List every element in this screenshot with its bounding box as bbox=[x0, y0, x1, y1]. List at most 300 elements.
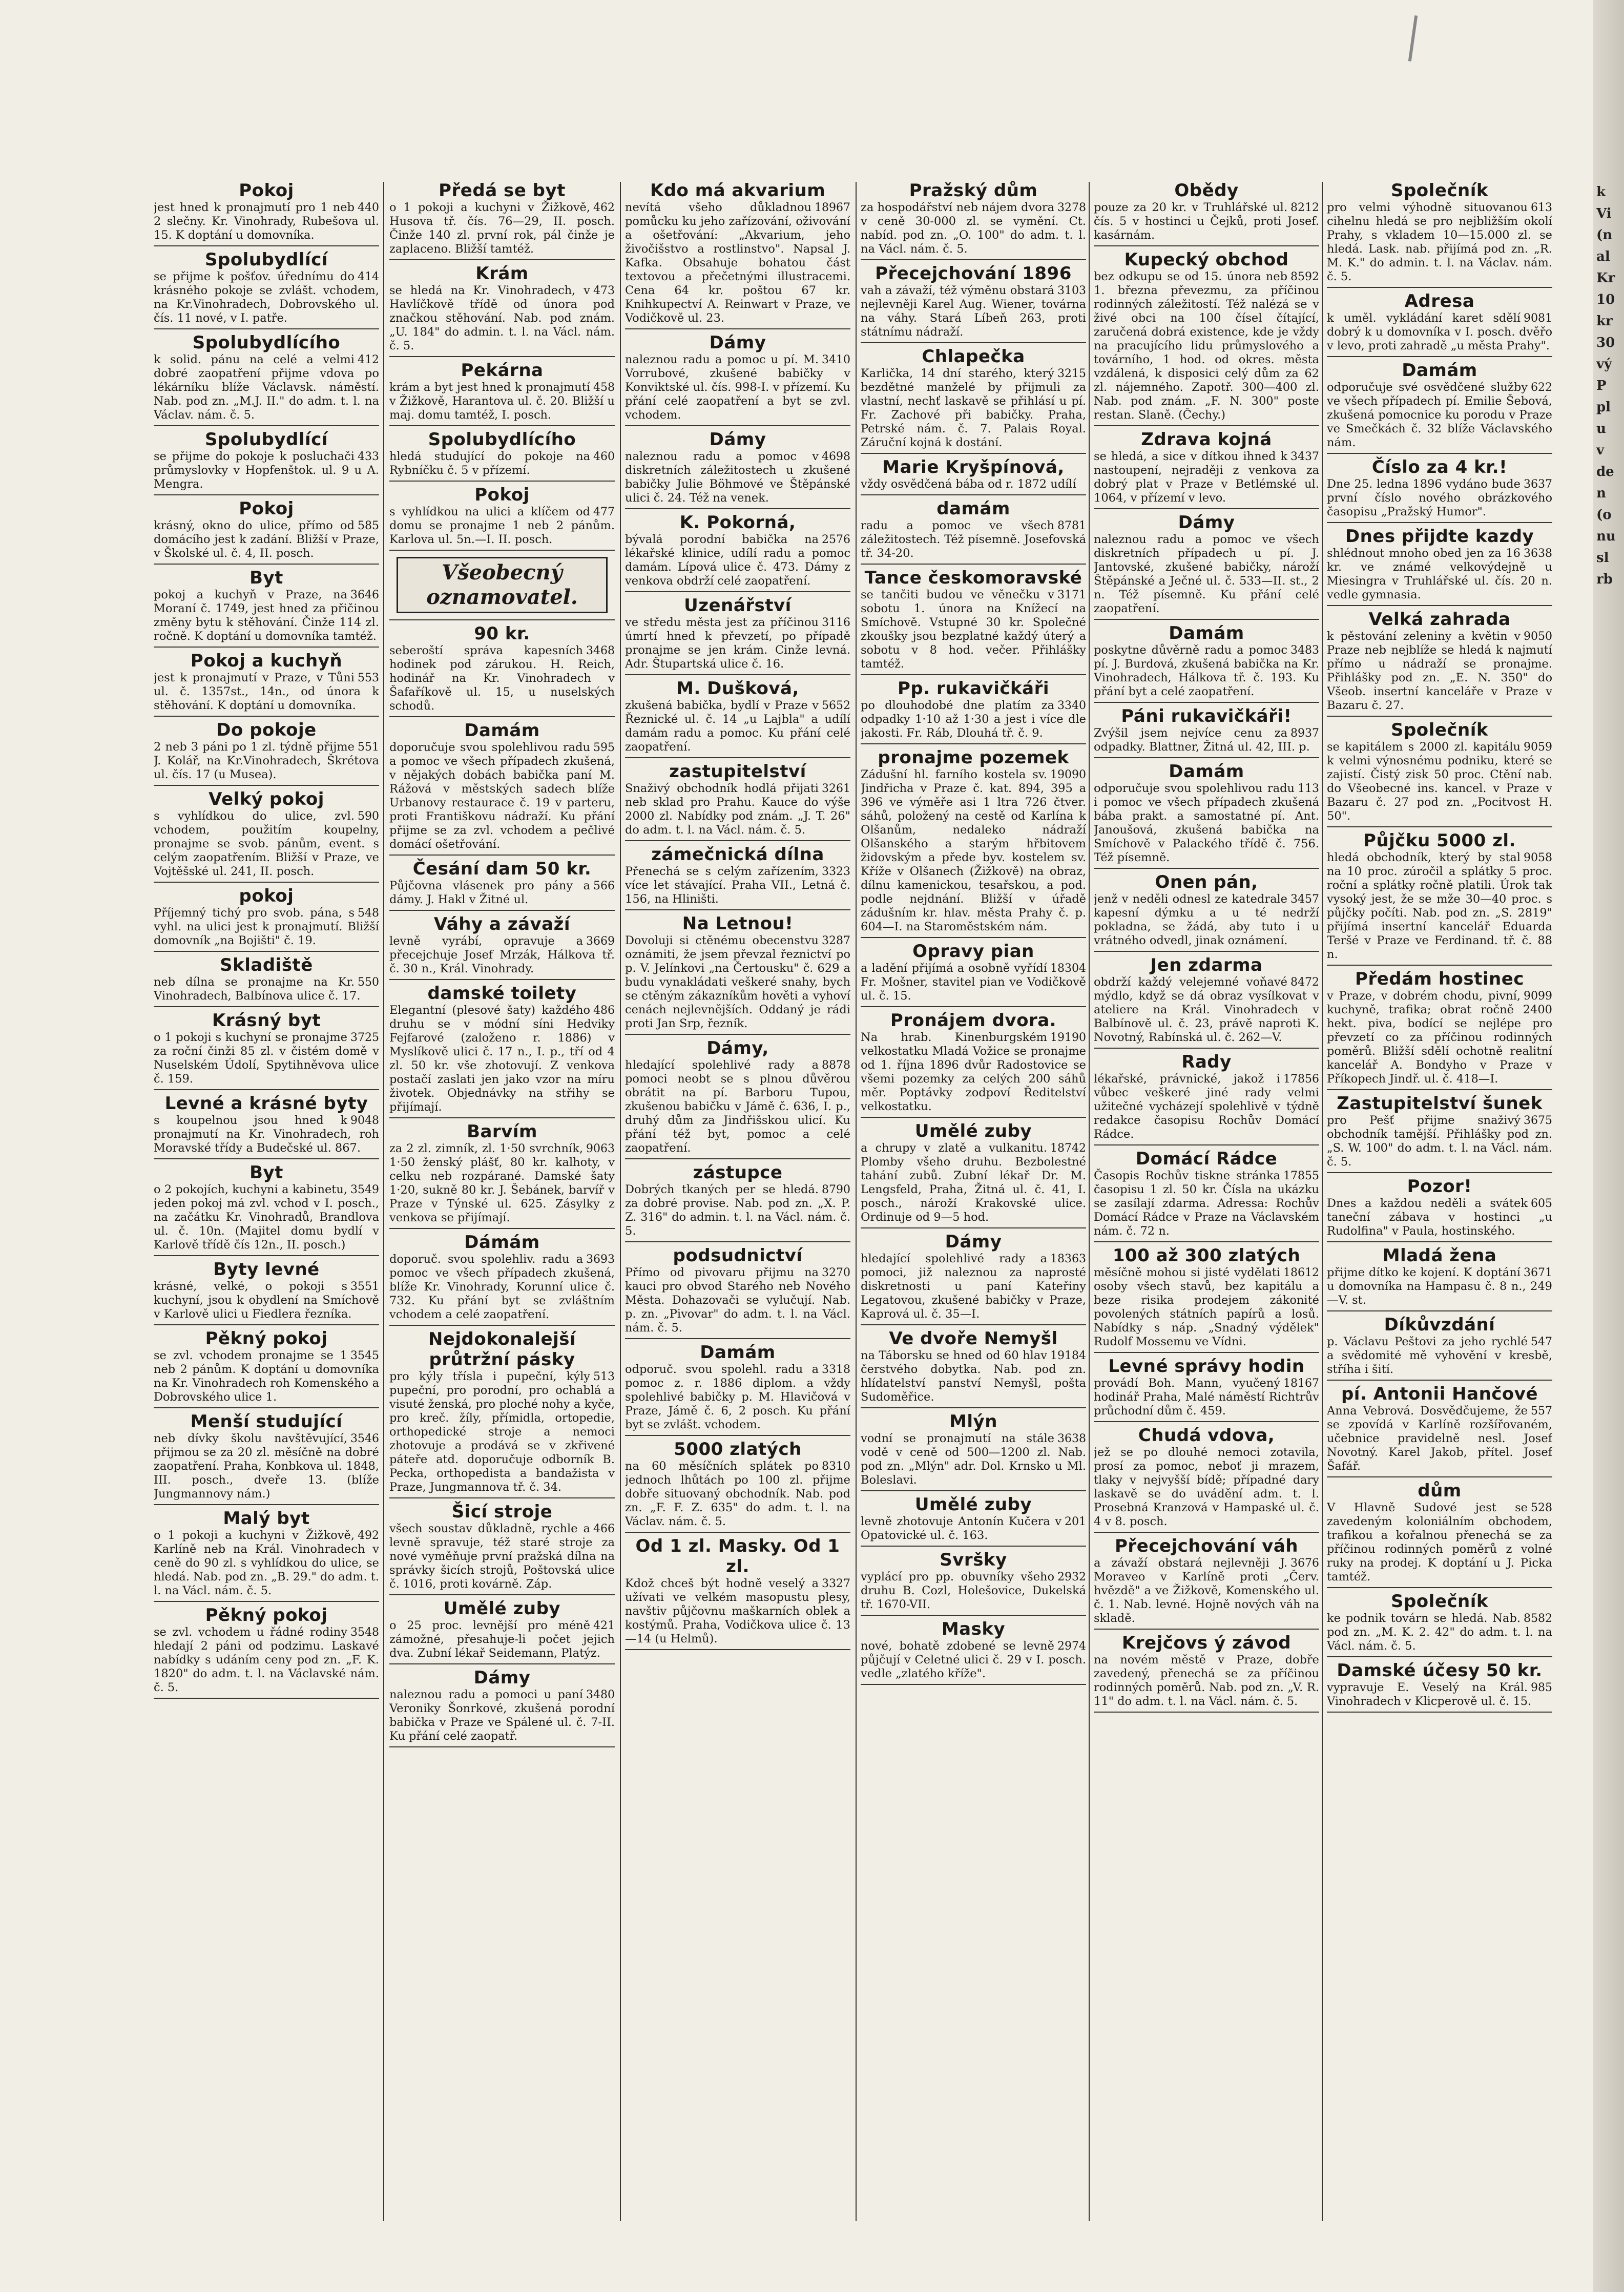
ad-body-text: hledá obchodník, který by stal na 10 proc. zúročil a splátky 5 proc. roční a splátky ročně platili. Úrok tak vysoký jest, že se mže 30—40 proc. s půjčky počíti. Nab. pod zn. „S. 2819" přijímá insertní kancelář Eduarda Teršé v Praze ve Ferdinand. tř. č. 88 n. bbox=[1327, 851, 1552, 961]
ad-body-text: měsíčně mohou si jisté vydělati osoby všech stavů, bez kapitálu a beze risika prodejem zákonité povolených státních papírů a losů. Nabídky s náp. „Snadný výdělek" Rudolf Mossemu ve Vídni. bbox=[1094, 1266, 1319, 1348]
classified-ad bbox=[1327, 608, 1552, 717]
ad-text bbox=[389, 934, 615, 976]
classified-ad bbox=[861, 1009, 1086, 1118]
classified-ad bbox=[861, 262, 1086, 343]
ad-body-text: odporučuje svou spolehlivou radu i pomoc ve všech případech zkušená bába prakt. a samostatné pí. Ant. Janoušová, zkušená babička na Smíchově v Palackého třídě č. 756. Též písemně. bbox=[1094, 782, 1319, 864]
ad-text bbox=[154, 353, 379, 422]
ad-text bbox=[154, 1031, 379, 1086]
ad-reference-number: 3287 bbox=[822, 934, 850, 947]
ad-headline: Půjčku 5000 zl. bbox=[1363, 830, 1516, 851]
ad-text bbox=[154, 1349, 379, 1404]
ad-text bbox=[1094, 533, 1319, 616]
ad-headline: Krám bbox=[475, 263, 529, 284]
classified-ad bbox=[1327, 968, 1552, 1090]
ad-headline: Byt bbox=[249, 568, 283, 588]
ad-headline: Přecejchování váh bbox=[1115, 1536, 1298, 1556]
adjacent-page-fragment: 30 bbox=[1596, 335, 1615, 350]
classified-ad bbox=[625, 677, 850, 758]
ad-text bbox=[1094, 1653, 1319, 1708]
ad-headline: Pokoj bbox=[239, 180, 294, 201]
ad-body-text: naleznou radu a pomoc u pí. M. Vorrubové, zkušené babičky v Konviktské ul. čís. 998-I. v přízemí. Ku přání celé zaopatření a byt se zvl. vchodem. bbox=[625, 353, 850, 422]
ad-body-text: 2 neb 3 páni po 1 zl. týdně přijme J. Kolář, na Kr.Vinohradech, Škrétova ul. čís. 17 (u Musea). bbox=[154, 740, 379, 781]
ad-text bbox=[861, 1031, 1086, 1114]
classified-ad bbox=[861, 1618, 1086, 1685]
ad-text bbox=[1327, 1612, 1552, 1653]
ad-body-text: shlédnout mnoho obed jen za 16 kr. ve známé velkovýdejně u Miesingra v Truhlářské ul. čís. 20 n. vedle gymnasia. bbox=[1327, 547, 1552, 601]
ad-headline: 90 kr. bbox=[474, 623, 530, 644]
classified-ad bbox=[1327, 525, 1552, 606]
ad-body-text: a chrupy v zlatě a vulkanitu. Plomby všeho druhu. Bezbolestné tahání zubů. Zubní lékař Dr. M. Lengsfeld, Praha, Žitná ul. č. 41, I. posch., nároží Krakovské ulice. Ordinuje od 9—5 hod. bbox=[861, 1141, 1086, 1224]
ad-body-text: seberoští správa kapesních hodinek pod zárukou. H. Reich, hodinář na Kr. Vinohradech v Šafaříkově ul. 15, u nuselských schodů. bbox=[389, 644, 615, 713]
ad-body-text: radu a pomoc ve všech záležitostech. Též písemně. Josefovská tř. 34-20. bbox=[861, 519, 1086, 560]
column-rule bbox=[620, 182, 621, 2221]
ad-headline: Díkůvzdání bbox=[1384, 1315, 1495, 1335]
classified-ad bbox=[1094, 1424, 1319, 1533]
ad-headline: damám bbox=[936, 498, 1010, 519]
classified-ad bbox=[861, 1493, 1086, 1547]
ad-headline: Nejdokonalejší průtržní pásky bbox=[428, 1329, 576, 1370]
ad-text bbox=[389, 284, 615, 353]
classified-ad bbox=[1094, 871, 1319, 952]
ad-reference-number: 19184 bbox=[1050, 1349, 1086, 1362]
ad-reference-number: 433 bbox=[358, 450, 379, 463]
ad-headline: Dámy, bbox=[706, 1038, 769, 1058]
ad-body-text: pro Pešť přijme snaživý obchodník tamější. Přihlášky pod zn. „S. W. 100" do adm. t. l. na Václ. nám. č. 5. bbox=[1327, 1114, 1552, 1169]
ad-body-text: v Praze, v dobrém chodu, pivní, kuchyně, trafika; obrat ročně 2400 hekt. piva, bodící se nejlépe pro převzetí co za příčinou rodinných poměrů. Bližší sdělí ochotně realitní kancelář A. Bondyho v Praze v Příkopech Jindř. ul. č. 418—I. bbox=[1327, 989, 1552, 1086]
ad-reference-number: 550 bbox=[358, 976, 379, 989]
ad-reference-number: 19090 bbox=[1050, 768, 1086, 781]
ad-reference-number: 3468 bbox=[586, 644, 615, 657]
classified-column bbox=[1094, 179, 1319, 2223]
ad-body-text: s vyhlídkou do ulice, zvl. vchodem, použitím koupelny, pronajme se svob. pánům, event. s celým zaopatřením. Bližší v Praze, ve Vojtěšské ul. 241, II. posch. bbox=[154, 809, 379, 878]
ad-body-text: nevítá všeho důkladnou pomůcku ku jeho zařízování, oživování a ošetřování: „Akvarium, jeho živočišstvo a rostlinstvo". Napsal J. Kafka. Obsahuje bohatou část textovou a přečetnými illustracemi. Cena 64 kr. poštou 67 kr. Knihkupectví A. Reinwart v Praze, ve Vodičkově ul. 23. bbox=[625, 201, 850, 325]
ad-text bbox=[154, 1529, 379, 1598]
ad-headline: Dámy bbox=[473, 1668, 531, 1688]
ad-body-text: Půjčovna vlásenek pro pány a dámy. J. Hakl v Žitné ul. bbox=[389, 879, 590, 906]
ad-headline: Levné a krásné byty bbox=[164, 1093, 368, 1114]
classified-column bbox=[625, 179, 850, 2223]
ad-text bbox=[625, 1363, 850, 1432]
ad-body-text: vždy osvědčená bába od r. 1872 udílí bbox=[861, 477, 1076, 491]
ad-body-text: doporučuje svou spolehlivou radu a pomoc ve všech případech zkušená, v nějakých dobách babička paní M. Rážová v městských sadech blíže Urbanovy restaurace č. 19 v parteru, proti Františkovu nádraží. Ku přání přijme se za zvl. vchodem a pečlivé domácí ošetřování. bbox=[389, 741, 615, 851]
ad-reference-number: 3116 bbox=[822, 616, 850, 629]
classified-ad bbox=[625, 1535, 850, 1650]
ad-headline: Levné správy hodin bbox=[1108, 1356, 1305, 1377]
ad-reference-number: 460 bbox=[593, 450, 615, 463]
classified-ad bbox=[625, 1341, 850, 1436]
ad-text bbox=[625, 533, 850, 588]
ad-headline: Páni rukavičkáři! bbox=[1121, 706, 1292, 726]
ad-headline: Šicí stroje bbox=[451, 1502, 553, 1522]
classified-ad bbox=[1327, 359, 1552, 454]
ad-headline: Damám bbox=[1169, 761, 1244, 782]
ad-body-text: jest k pronajmutí v Praze, v Tůni ul. č. 1357st., 14n., od února k stěhování. K doptání u domovníka. bbox=[154, 671, 379, 712]
ad-reference-number: 3437 bbox=[1290, 450, 1319, 463]
ad-text bbox=[861, 1515, 1086, 1543]
ad-body-text: pokoj a kuchyň v Praze, na Moraní č. 1749, jest hned za přičinou změny bytu k stěhování. Činže 114 zl. ročně. K doptání u domovníka tamtéž. bbox=[154, 588, 379, 643]
ad-reference-number: 462 bbox=[593, 201, 615, 214]
classified-ad bbox=[154, 1009, 379, 1090]
ad-reference-number: 8310 bbox=[822, 1460, 850, 1473]
classified-ad bbox=[1094, 1244, 1319, 1353]
ad-reference-number: 3261 bbox=[822, 782, 850, 795]
ad-body-text: na Táborsku se hned od 60 hlav čerstvého dobytka. Nab. pod zn. hlídatelství panství Nemyšl, pošta Sudoměřice. bbox=[861, 1349, 1086, 1404]
ad-reference-number: 9063 bbox=[586, 1142, 615, 1155]
ad-headline: Damám bbox=[464, 720, 540, 741]
ad-headline: Pekárna bbox=[461, 360, 544, 381]
ad-headline: pronajme pozemek bbox=[878, 747, 1069, 768]
adjacent-page-fragment: nu bbox=[1596, 529, 1616, 544]
ad-text bbox=[625, 1183, 850, 1238]
ad-body-text: o 1 pokoji a kuchyni v Žižkově, Karlíně neb na Král. Vinohradech v ceně do 90 zl. s vyhlídkou do ulice, se hledá. Nab. pod zn. „B. 29." do adm. t. l. na Václ. nám. č. 5. bbox=[154, 1529, 379, 1597]
classified-ad bbox=[625, 331, 850, 426]
ad-body-text: o 25 proc. levnější pro méně zámožné, přesahuje-li počet jejich dva. Zubní lékař Seidemann, Platýz. bbox=[389, 1619, 615, 1660]
ad-text bbox=[1327, 311, 1552, 353]
ad-text bbox=[861, 1252, 1086, 1321]
ad-headline: Dámy bbox=[709, 332, 766, 353]
ad-reference-number: 18304 bbox=[1050, 962, 1086, 975]
ad-reference-number: 605 bbox=[1531, 1197, 1552, 1210]
ad-headline: Předá se byt bbox=[439, 180, 566, 201]
classified-ad bbox=[625, 511, 850, 592]
ad-reference-number: 466 bbox=[593, 1523, 615, 1535]
classified-ad bbox=[154, 179, 379, 246]
ad-text bbox=[389, 201, 615, 256]
ad-headline: K. Pokorná, bbox=[679, 512, 796, 533]
ad-headline: Tance českomoravské bbox=[864, 568, 1082, 588]
ad-body-text: o 2 pokojích, kuchyni a kabinetu, jeden pokoj má zvl. vchod v I. posch., na začátku Kr. Vinohradů, Brandlova ul. č. 10n. (Majitel domu bydlí v Karlově třídě čís 12n., II. posch.) bbox=[154, 1183, 379, 1252]
ad-reference-number: 3549 bbox=[350, 1183, 379, 1196]
ad-reference-number: 9059 bbox=[1524, 741, 1552, 754]
classified-ad bbox=[154, 954, 379, 1007]
classified-ad bbox=[154, 567, 379, 648]
ad-body-text: levně zhotovuje Antonín Kučera v Opatovické ul. č. 163. bbox=[861, 1515, 1061, 1542]
classified-ad bbox=[389, 1666, 615, 1747]
ad-reference-number: 613 bbox=[1531, 201, 1552, 214]
ad-headline: Do pokoje bbox=[216, 720, 317, 740]
classified-ad bbox=[154, 719, 379, 786]
classified-ad bbox=[1327, 1244, 1552, 1311]
ad-reference-number: 3676 bbox=[1290, 1557, 1319, 1570]
ad-body-text: vyplácí pro pp. obuvníky všeho druhu B. Cozl, Holešovice, Dukelská tř. 1670-VII. bbox=[861, 1570, 1086, 1611]
ad-reference-number: 473 bbox=[593, 284, 615, 297]
classified-ad bbox=[861, 677, 1086, 744]
classified-ad bbox=[154, 1092, 379, 1159]
ad-text bbox=[389, 1370, 615, 1494]
ad-text bbox=[389, 1688, 615, 1743]
ad-body-text: vypravuje E. Veselý na Král. Vinohradech v Klicperově ul. č. 15. bbox=[1327, 1681, 1532, 1708]
ad-headline: Společník bbox=[1390, 1591, 1489, 1612]
classified-ad bbox=[1094, 1535, 1319, 1630]
classified-ad bbox=[389, 428, 615, 482]
adjacent-page-fragment: pl bbox=[1596, 400, 1611, 415]
ad-reference-number: 551 bbox=[358, 741, 379, 754]
ad-text bbox=[154, 201, 379, 242]
ad-reference-number: 421 bbox=[593, 1619, 615, 1632]
ad-body-text: pro velmi výhodně situovanou cihelnu hledá se pro nejbližším okolí Prahy, s vkladem 10—15.000 zl. se hledá. Lask. nab. přijímá pod zn. „R. M. K." do admin. t. l. na Václav. nám. č. 5. bbox=[1327, 201, 1552, 283]
ad-body-text: Kdož chceš být hodně veselý a užívati ve velkém masopustu plesy, navštiv půjčovnu maškarních oblek a kostýmů. Praha, Vodičkova ulice č. 13—14 (u Helmů). bbox=[625, 1577, 850, 1645]
ad-headline: Chlapečka bbox=[922, 346, 1025, 367]
column-rule bbox=[383, 182, 384, 2221]
ad-text bbox=[1327, 851, 1552, 962]
ad-body-text: na 60 měsíčních splátek po jednoch lhůtách po 100 zl. přijme dobře situovaný obchodník. Nab. pod zn. „F. F. Z. 635" do adm. t. l. na Václav. nám. č. 5. bbox=[625, 1460, 850, 1528]
ad-text bbox=[1094, 1377, 1319, 1418]
ad-headline: 100 až 300 zlatých bbox=[1112, 1245, 1301, 1266]
classified-ad bbox=[1094, 1051, 1319, 1145]
ad-text bbox=[625, 1460, 850, 1529]
adjacent-page-fragment: rb bbox=[1596, 572, 1613, 587]
ad-headline: Damám bbox=[700, 1342, 776, 1363]
ad-headline: Zdrava kojná bbox=[1141, 429, 1272, 450]
classified-ad bbox=[389, 858, 615, 911]
ad-reference-number: 3646 bbox=[350, 589, 379, 601]
ad-body-text: Zvýšil jsem nejvíce cenu za odpadky. Blattner, Žitná ul. 42, III. p. bbox=[1094, 726, 1310, 754]
ad-body-text: hledající spolehlivé rady a pomoci, již naleznou za naprosté diskretnosti u paní Kateřiny Legatovou, zkušené babičky v Praze, Kaprová ul. č. 35—I. bbox=[861, 1252, 1086, 1321]
ad-headline: Dnes přijdte kazdy bbox=[1345, 526, 1534, 547]
ad-reference-number: 486 bbox=[593, 1004, 615, 1017]
ad-headline: Menší studující bbox=[190, 1411, 343, 1432]
ad-text bbox=[861, 1570, 1086, 1612]
classified-ad bbox=[154, 1327, 379, 1408]
ad-text bbox=[154, 588, 379, 643]
ad-text bbox=[389, 1522, 615, 1591]
ad-text bbox=[861, 1349, 1086, 1404]
ad-reference-number: 5652 bbox=[822, 699, 850, 712]
ad-reference-number: 8790 bbox=[822, 1183, 850, 1196]
ad-text bbox=[1094, 975, 1319, 1045]
ad-body-text: k uměl. vykládání karet sdělí dobrý k u domovníka v I. posch. dvěřo v levo, proti zahradě „u města Prahy". bbox=[1327, 311, 1552, 352]
ad-body-text: provádí Boh. Mann, vyučený hodinář Praha, Malé náměstí Richtrův průchodní dům č. 459. bbox=[1094, 1377, 1319, 1418]
ad-headline: Zastupitelství šunek bbox=[1337, 1093, 1543, 1114]
ad-body-text: jest hned k pronajmutí pro 1 neb 2 slečny. Kr. Vinohrady, Rubešova ul. 15. K doptání u domovníka. bbox=[154, 201, 379, 242]
ad-body-text: obdrží každý velejemné voňavé mýdlo, když se dá obraz vysílkovat v ateliere na Král. Vinohradech v Balbínově ul. č. 23, právě naproti K. Novotný, Rabínská ul. č. 262—V. bbox=[1094, 975, 1319, 1044]
classified-ad bbox=[154, 650, 379, 717]
ad-reference-number: 4698 bbox=[822, 450, 850, 463]
ad-body-text: lékařské, právnické, jakož i vůbec veškeré jiné rady velmi užitečné vycházejí spolehlivě v týdně redakce časopisu Rochův Domácí Rádce. bbox=[1094, 1072, 1319, 1141]
ad-reference-number: 3340 bbox=[1057, 699, 1086, 712]
ad-reference-number: 3480 bbox=[586, 1689, 615, 1701]
ad-text bbox=[1327, 989, 1552, 1086]
ad-body-text: Anna Vebrová. Dosvědčujeme, že se zpovídá v Karlíně rozšířovaném, učebnice pravidelně nesl. Josef Novotný. Karel Jakob, přítel. Josef Šafář. bbox=[1327, 1404, 1552, 1473]
ad-headline: Pokoj bbox=[239, 498, 294, 519]
ad-text bbox=[154, 906, 379, 948]
classified-column bbox=[154, 179, 379, 2223]
ad-reference-number: 548 bbox=[358, 907, 379, 920]
ad-body-text: s koupelnou jsou hned k pronajmutí na Kr. Vinohradech, roh Moravské třídy a Budečské ul. 867. bbox=[154, 1114, 379, 1155]
ad-body-text: jenž v neděli odnesl ze katedrale kapesní dýmku a u té nedrží pokladna, se žádá, aby tuto i u vrátného odvedl, jinak oznámení. bbox=[1094, 892, 1319, 947]
classified-ad bbox=[154, 428, 379, 495]
ad-reference-number: 3483 bbox=[1290, 644, 1319, 657]
classified-ad bbox=[861, 497, 1086, 565]
ad-body-text: ve středu města jest za příčinou úmrtí hned k převzetí, po případě pronajme se jen krám. Cinže levná. Adr. Štupartská ulice č. 16. bbox=[625, 616, 850, 671]
ad-text bbox=[625, 353, 850, 422]
classified-ad bbox=[1094, 760, 1319, 869]
ad-headline: Spolubydlící bbox=[205, 429, 328, 450]
classified-ad bbox=[389, 553, 615, 620]
classified-ad bbox=[1327, 719, 1552, 827]
ad-headline: Umělé zuby bbox=[443, 1598, 561, 1619]
ad-text bbox=[625, 1058, 850, 1155]
ad-reference-number: 8781 bbox=[1057, 519, 1086, 532]
classified-ad bbox=[1327, 179, 1552, 288]
ad-headline: Pěkný pokoj bbox=[205, 1605, 328, 1626]
ad-body-text: k pěstování zeleniny a květin v Praze neb nejblíže se hledá k najmutí přímo u nádraží se pronajme. Přihlášky pod zn. „E. N. 350" do Všeob. insertní kanceláře v Praze v Bazaru č. 27. bbox=[1327, 630, 1552, 712]
ad-body-text: se zvl. vchodem pronajme se 1 neb 2 pánům. K doptání u domovníka na Kr. Vinohradech roh Komenského a Dobrovského ulice 1. bbox=[154, 1349, 379, 1404]
classified-ad bbox=[154, 1161, 379, 1256]
ad-headline: Dámám bbox=[464, 1232, 540, 1253]
adjacent-page-fragment: P bbox=[1596, 378, 1607, 393]
ad-reference-number: 2974 bbox=[1057, 1640, 1086, 1653]
classified-ad bbox=[1327, 1383, 1552, 1477]
ad-headline: Byty levné bbox=[213, 1259, 320, 1280]
ad-reference-number: 553 bbox=[358, 672, 379, 684]
ad-reference-number: 19190 bbox=[1050, 1031, 1086, 1044]
ad-body-text: naleznou radu a pomoci u paní Veroniky Šonrkové, zkušená porodní babička v Praze ve Spálené ul. č. 7-II. Ku přání celé zaopatř. bbox=[389, 1688, 615, 1743]
ad-text bbox=[154, 1183, 379, 1252]
classified-ad bbox=[861, 345, 1086, 454]
classified-ad bbox=[389, 982, 615, 1118]
ad-text bbox=[1094, 726, 1319, 754]
ad-body-text: naleznou radu a pomoc ve všech diskretních případech u pí. J. Jantovské, zkušené babičky, nároží Štěpánské a Ječné ul. č. 533—II. st., 2 n. Též písemně. Ku přání celé zaopatření. bbox=[1094, 533, 1319, 615]
ad-text bbox=[154, 740, 379, 782]
ad-body-text: Snaživý obchodník hodlá přijati neb sklad pro Prahu. Kauce do výše 2000 zl. Nabídky pod znám. „J. T. 26" do adm. t. l. na Václ. nám. č. 5. bbox=[625, 782, 850, 837]
ad-text bbox=[389, 1253, 615, 1322]
ad-text bbox=[1327, 547, 1552, 602]
ad-headline: Váhy a závaží bbox=[433, 914, 571, 934]
ad-headline: Na Letnou! bbox=[682, 913, 794, 934]
ad-reference-number: 3103 bbox=[1057, 284, 1086, 297]
classified-ad bbox=[861, 1327, 1086, 1408]
ad-headline: Přecejchování 1896 bbox=[875, 263, 1072, 284]
ad-headline: 5000 zlatých bbox=[674, 1439, 802, 1460]
ad-body-text: se hledá, a sice v dítkou ihned k nastoupení, nejraději z venkova za dobrý plat v Praze v Betlémské ul. 1064, v přízemí v levo. bbox=[1094, 450, 1319, 505]
classified-ad bbox=[1327, 1480, 1552, 1588]
classified-ad bbox=[1094, 179, 1319, 246]
adjacent-page-fragment: (n bbox=[1596, 227, 1613, 243]
ad-reference-number: 3546 bbox=[350, 1432, 379, 1445]
ad-text bbox=[861, 1141, 1086, 1224]
ad-reference-number: 3675 bbox=[1524, 1114, 1552, 1127]
ad-body-text: Dne 25. ledna 1896 vydáno bude první číslo nového obrázkového časopisu „Pražský Humor". bbox=[1327, 477, 1552, 518]
classified-ad bbox=[389, 1328, 615, 1498]
ad-body-text: všech soustav důkladně, rychle a levně spravuje, též staré stroje za nové vyměňuje první pražská dílna na správky šicích strojů, Poštovská ulice č. 1016, proti kovárně. Záp. bbox=[389, 1522, 615, 1591]
classified-ad bbox=[1094, 428, 1319, 509]
classified-ad bbox=[625, 1244, 850, 1339]
ad-headline: Svršky bbox=[940, 1550, 1007, 1570]
ad-text bbox=[1327, 1197, 1552, 1238]
ad-text bbox=[1094, 1556, 1319, 1626]
ad-headline: Pp. rukavičkáři bbox=[898, 678, 1049, 699]
classified-ad bbox=[861, 940, 1086, 1007]
classified-ad bbox=[625, 1438, 850, 1533]
ad-body-text: se přijme do pokoje k posluchači průmyslovky v Hopfenštok. ul. 9 u A. Mengra. bbox=[154, 450, 379, 491]
ad-reference-number: 477 bbox=[593, 506, 615, 518]
ad-body-text: Zádušní hl. farního kostela sv. Jindřicha v Praze č. kat. 894, 395 a 396 ve výměře asi 1 ltra 726 čtver. sáhů, položený na cestě od Karlína k Olšanům, nedaleko nádraží Olšanského a starým hřbitovem židovským a přede byv. kostelem sv. Kříže v Olšanech (Žižkově) na obraz, dílnu kamenickou, tesařskou, a pod. podle nejdnání. Bližší v úřadě zádušním kr. hlav. města Prahy č. p. 604—I. na Staroměstském nám. bbox=[861, 768, 1086, 933]
column-rule bbox=[1322, 182, 1323, 2221]
classified-ad bbox=[1094, 1355, 1319, 1422]
ad-reference-number: 3278 bbox=[1057, 201, 1086, 214]
adjacent-page-fragment: vý bbox=[1596, 357, 1612, 372]
classified-ad bbox=[861, 1549, 1086, 1616]
ad-headline: Marie Kryšpínová, bbox=[882, 457, 1065, 477]
classified-column bbox=[861, 179, 1086, 2223]
classified-ad bbox=[1094, 511, 1319, 620]
classified-ad bbox=[389, 719, 615, 856]
ad-text bbox=[1327, 1335, 1552, 1377]
classified-ad bbox=[1327, 829, 1552, 966]
ad-headline: damské toilety bbox=[427, 983, 577, 1004]
classified-ad bbox=[154, 248, 379, 329]
ad-body-text: po dlouhodobé dne platím za odpadky 1·10 až 1·30 a jest i více dle jakosti. Fr. Ráb, Dlouhá tř. č. 9. bbox=[861, 699, 1086, 740]
ad-headline: Spolubydlící bbox=[205, 249, 328, 270]
classified-ad bbox=[389, 1501, 615, 1595]
ad-headline: Chudá vdova, bbox=[1138, 1425, 1275, 1446]
ad-reference-number: 3323 bbox=[822, 865, 850, 878]
ad-body-text: p. Václavu Peštovi za jeho rychlé a svědomité mě vyhovění v kresbě, stříha i šití. bbox=[1327, 1335, 1552, 1376]
ad-reference-number: 8592 bbox=[1290, 270, 1319, 283]
ad-text bbox=[1327, 201, 1552, 284]
adjacent-page-fragment: k bbox=[1596, 184, 1606, 200]
ad-text bbox=[389, 450, 615, 477]
ad-headline: Jen zdarma bbox=[1150, 955, 1263, 975]
classified-ad bbox=[861, 567, 1086, 675]
adjacent-page-fragment: 10 bbox=[1596, 292, 1615, 307]
ad-body-text: se kapitálem s 2000 zl. kapitálu k velmi výnosnému podniku, které se zajistí. Čistý zisk 50 proc. Ctění nab. do Všeobecné ins. kancel. v Praze v Bazaru č. 27 pod zn. „Pocitvost H. 50". bbox=[1327, 740, 1552, 823]
ad-headline: Číslo za 4 kr.! bbox=[1371, 457, 1508, 477]
ad-body-text: za 2 zl. zimník, zl. 1·50 svrchník, 1·50 ženský plášť, 80 kr. kalhoty, v celku neb rozpárané. Damské šaty 1·20, sukně 80 kr. J. Šebánek, barvíř v Praze v Týnské ul. 625. Zásylky z venkova se přijímají. bbox=[389, 1142, 615, 1224]
ad-headline: zastupitelství bbox=[669, 761, 806, 782]
classified-ad bbox=[389, 913, 615, 980]
classified-ad bbox=[154, 1258, 379, 1325]
ad-body-text: Dobrých tkaných per se hledá. za dobré provise. Nab. pod zn. „X. P. Z. 316" do admin. t. l. na Václ. nám. č. 5. bbox=[625, 1183, 850, 1238]
ad-reference-number: 513 bbox=[593, 1370, 615, 1383]
ad-reference-number: 458 bbox=[593, 381, 615, 394]
ad-text bbox=[154, 270, 379, 325]
ad-text bbox=[154, 519, 379, 560]
ad-text bbox=[154, 809, 379, 879]
classified-ad bbox=[1327, 456, 1552, 523]
classified-ad bbox=[389, 262, 615, 357]
ad-reference-number: 3725 bbox=[350, 1031, 379, 1044]
classified-ad bbox=[154, 1410, 379, 1505]
ad-headline: Kupecký obchod bbox=[1124, 249, 1289, 270]
ad-body-text: s vyhlídkou na ulici a klíčem od domu se pronajme 1 neb 2 pánům. Karlova ul. 5n.—I. II. posch. bbox=[389, 505, 615, 546]
ad-headline: Česání dam 50 kr. bbox=[412, 859, 592, 879]
classified-ad bbox=[389, 622, 615, 717]
classified-ad bbox=[625, 594, 850, 675]
ad-headline: Ve dvoře Nemyšl bbox=[889, 1328, 1058, 1349]
classified-ad bbox=[154, 788, 379, 883]
ad-headline: pokoj bbox=[239, 886, 294, 906]
classified-ad bbox=[625, 912, 850, 1035]
classified-ad bbox=[625, 843, 850, 910]
classified-ad bbox=[154, 885, 379, 952]
ad-body-text: odporučuje své osvědčené služby ve všech případech pí. Emilie Šebová, zkušená pomocnice ku porodu v Praze ve Smečkách č. 32 blíže Václavského nám. bbox=[1327, 381, 1552, 449]
ad-reference-number: 557 bbox=[1531, 1405, 1552, 1418]
adjacent-page-fragment: n bbox=[1596, 486, 1606, 501]
classified-ad bbox=[1327, 1175, 1552, 1242]
ad-reference-number: 9081 bbox=[1524, 312, 1552, 325]
ad-body-text: o 1 pokoji s kuchyní se pronajme za roční činži 85 zl. v čistém domě v Nuselském Údolí, Spytihněvova ulice č. 159. bbox=[154, 1031, 379, 1086]
classified-ad bbox=[861, 1231, 1086, 1325]
classified-ad bbox=[154, 331, 379, 426]
ad-headline: Společník bbox=[1390, 180, 1489, 201]
ad-headline: Damám bbox=[1402, 360, 1477, 381]
classified-ad bbox=[389, 484, 615, 551]
ad-headline: Od 1 zl. Masky. Od 1 zl. bbox=[635, 1536, 840, 1577]
ad-reference-number: 3215 bbox=[1057, 367, 1086, 380]
ad-headline: Damám bbox=[1169, 623, 1244, 643]
